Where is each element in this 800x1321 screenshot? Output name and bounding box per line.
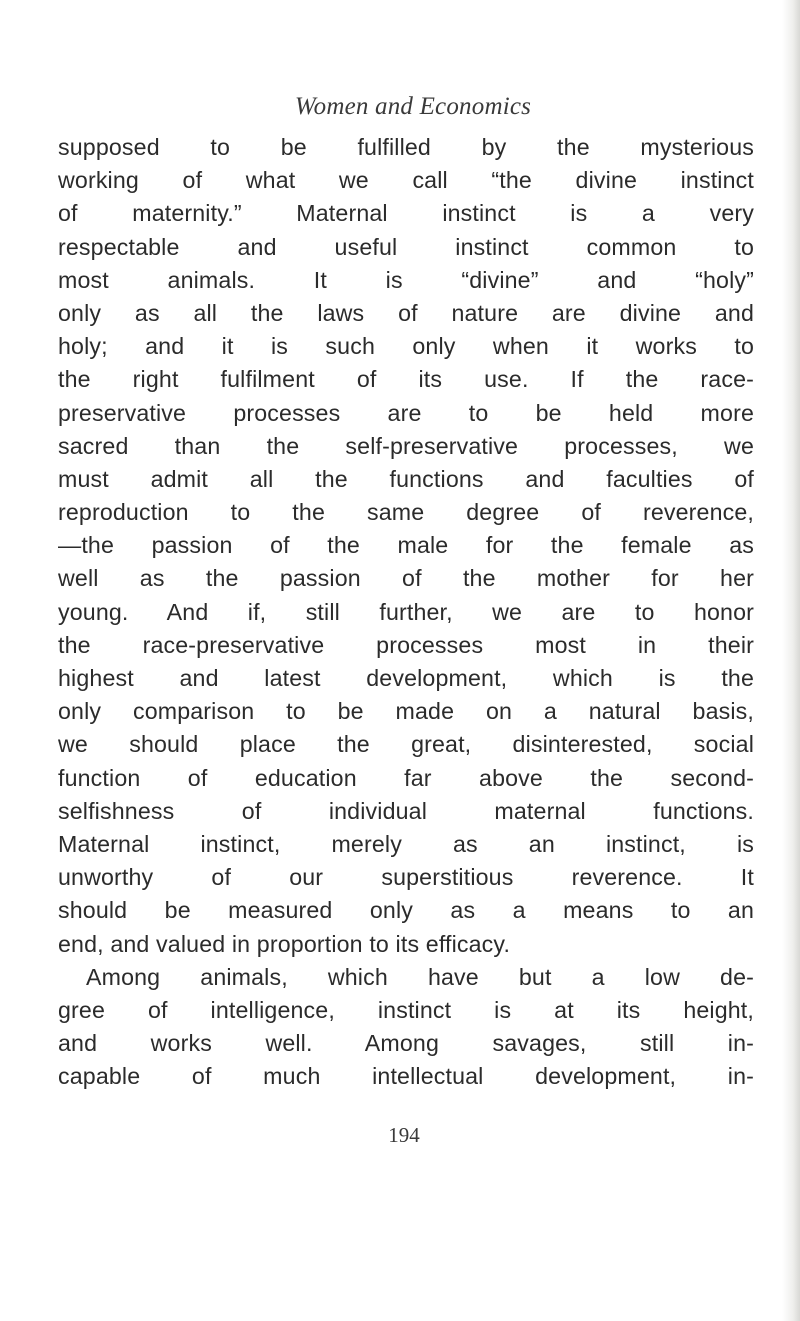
text-line: supposed to be fulfilled by the mysterious	[58, 134, 754, 160]
text-line: working of what we call “the divine instinct	[58, 167, 754, 194]
text-line: must admit all the functions and faculties of	[58, 465, 754, 492]
text-line: the right fulfilment of its use. If the race-	[58, 366, 754, 393]
text-line: should be measured only as a means to an	[58, 897, 754, 924]
text-line: reproduction to the same degree of reverence,	[58, 499, 754, 526]
body-text	[58, 131, 754, 1093]
text-line: gree of intelligence, instinct is at its height,	[58, 996, 754, 1023]
text-line: selfishness of individual maternal functions.	[58, 797, 754, 824]
text-line: the race-preservative processes most in their	[58, 631, 754, 658]
text-line: —the passion of the male for the female as	[58, 532, 754, 559]
text-line: only as all the laws of nature are divine and	[58, 299, 754, 326]
text-line: sacred than the self-preservative processes, we	[58, 432, 754, 459]
text-line: holy; and it is such only when it works to	[58, 333, 754, 360]
text-line: and works well. Among savages, still in-	[58, 1030, 754, 1057]
text-line: preservative processes are to be held more	[58, 399, 754, 426]
text-line: function of education far above the second-	[58, 764, 754, 791]
text-line: well as the passion of the mother for her	[58, 565, 754, 592]
text-line: most animals. It is “divine” and “holy”	[58, 266, 754, 293]
text-line: Among animals, which have but a low de-	[86, 963, 754, 990]
text-line: unworthy of our superstitious reverence. It	[58, 864, 754, 891]
running-head: Women and Economics	[294, 93, 532, 120]
page-number: 194	[388, 1123, 420, 1147]
text-line: we should place the great, disinterested, social	[58, 731, 754, 758]
text-line: only comparison to be made on a natural basis,	[58, 698, 754, 725]
text-line: young. And if, still further, we are to honor	[58, 598, 754, 625]
text-line: capable of much intellectual development, in-	[58, 1063, 754, 1090]
text-line: highest and latest development, which is the	[58, 665, 754, 691]
text-line: of maternity.” Maternal instinct is a very	[58, 200, 754, 227]
text-line: end, and valued in proportion to its efficacy.	[58, 930, 511, 957]
text-line: respectable and useful instinct common to	[58, 233, 754, 260]
text-line: Maternal instinct, merely as an instinct, is	[58, 830, 754, 857]
